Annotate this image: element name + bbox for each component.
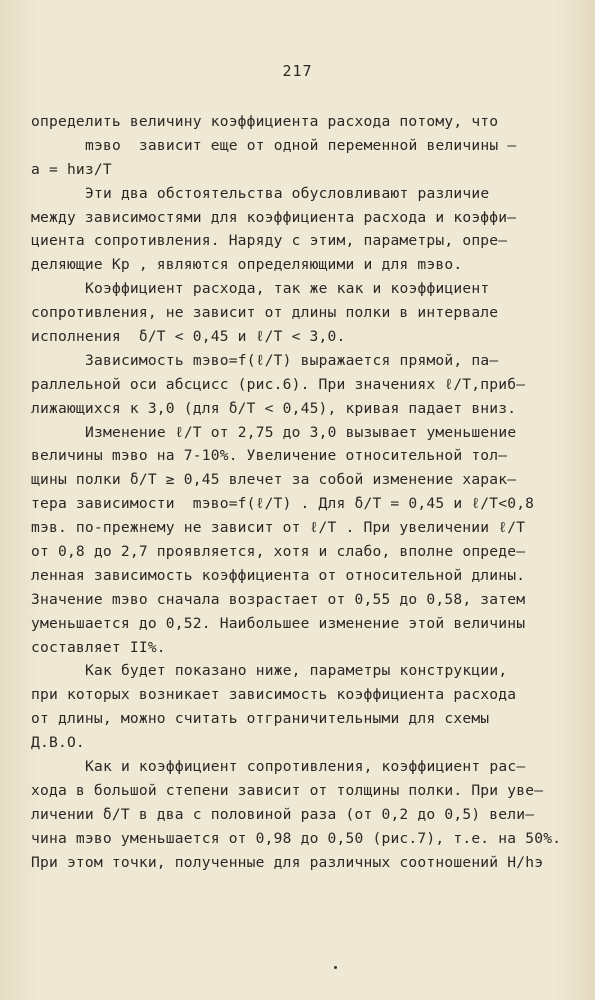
- ink-dot: [334, 966, 337, 969]
- text-line: Д.В.О.: [31, 734, 85, 752]
- text-line: Эти два обстоятельства обусловливают различие: [85, 184, 490, 202]
- text-line: между зависимостями для коэффициента расхода и коэффи–: [31, 208, 517, 226]
- text-line: ленная зависимость коэффициента от относительной длины.: [31, 566, 526, 584]
- text-line: от 0,8 до 2,7 проявляется, хотя и слабо, вполне опреде–: [31, 543, 526, 561]
- text-line: от длины, можно считать отграничительными для схемы: [31, 710, 490, 728]
- page-number: 217: [282, 62, 313, 80]
- text-line: тера зависимости mэво=f(ℓ/T) . Для δ/T = 0,45 и ℓ/T<0,8: [31, 495, 535, 513]
- text-line: mэво зависит еще от одной переменной величины –: [85, 136, 517, 154]
- text-line: чина mэво уменьшается от 0,98 до 0,50 (рис.7), т.е. на 50%.: [31, 829, 562, 847]
- text-line: Изменение ℓ/T от 2,75 до 3,0 вызывает уменьшение: [85, 423, 517, 441]
- text-line: при которых возникает зависимость коэффициента расхода: [31, 686, 517, 704]
- text-line: Как и коэффициент сопротивления, коэффициент рас–: [85, 758, 526, 776]
- text-line: циента сопротивления. Наряду с этим, параметры, опре–: [31, 232, 508, 250]
- text-line: хода в большой степени зависит от толщины полки. При уве–: [31, 781, 544, 799]
- text-line: раллельной оси абсцисс (рис.6). При значениях ℓ/T,приб–: [31, 375, 526, 393]
- text-line: уменьшается до 0,52. Наибольшее изменение этой величины: [31, 614, 526, 632]
- text-line: лижающихся к 3,0 (для δ/T < 0,45), кривая падает вниз.: [31, 399, 517, 417]
- text-line: щины полки δ/T ≥ 0,45 влечет за собой изменение харак–: [31, 471, 517, 489]
- text-line: Значение mэво сначала возрастает от 0,55 до 0,58, затем: [31, 590, 526, 608]
- text-line: сопротивления, не зависит от длины полки в интервале: [31, 304, 499, 322]
- text-line: Как будет показано ниже, параметры конструкции,: [85, 662, 508, 680]
- text-line: mэв. по-прежнему не зависит от ℓ/T . При увеличении ℓ/T: [31, 519, 526, 537]
- text-line: величины mэво на 7-10%. Увеличение относительной тол–: [31, 447, 508, 465]
- text-line: личении δ/T в два с половиной раза (от 0,2 до 0,5) вели–: [31, 805, 535, 823]
- text-line: составляет II%.: [31, 638, 166, 656]
- text-line: деляющие Kр , являются определяющими и для mэво.: [31, 256, 463, 274]
- text-line: a = hиз/T: [31, 160, 112, 178]
- text-line: При этом точки, полученные для различных соотношений H/hэ: [31, 853, 544, 871]
- text-line: исполнения δ/T < 0,45 и ℓ/T < 3,0.: [31, 328, 346, 346]
- text-line: Зависимость mэво=f(ℓ/T) выражается прямой, па–: [85, 351, 499, 369]
- text-line: Коэффициент расхода, так же как и коэффициент: [85, 280, 490, 298]
- body-text: [31, 110, 571, 875]
- text-line: определить величину коэффициента расхода потому, что: [31, 113, 499, 130]
